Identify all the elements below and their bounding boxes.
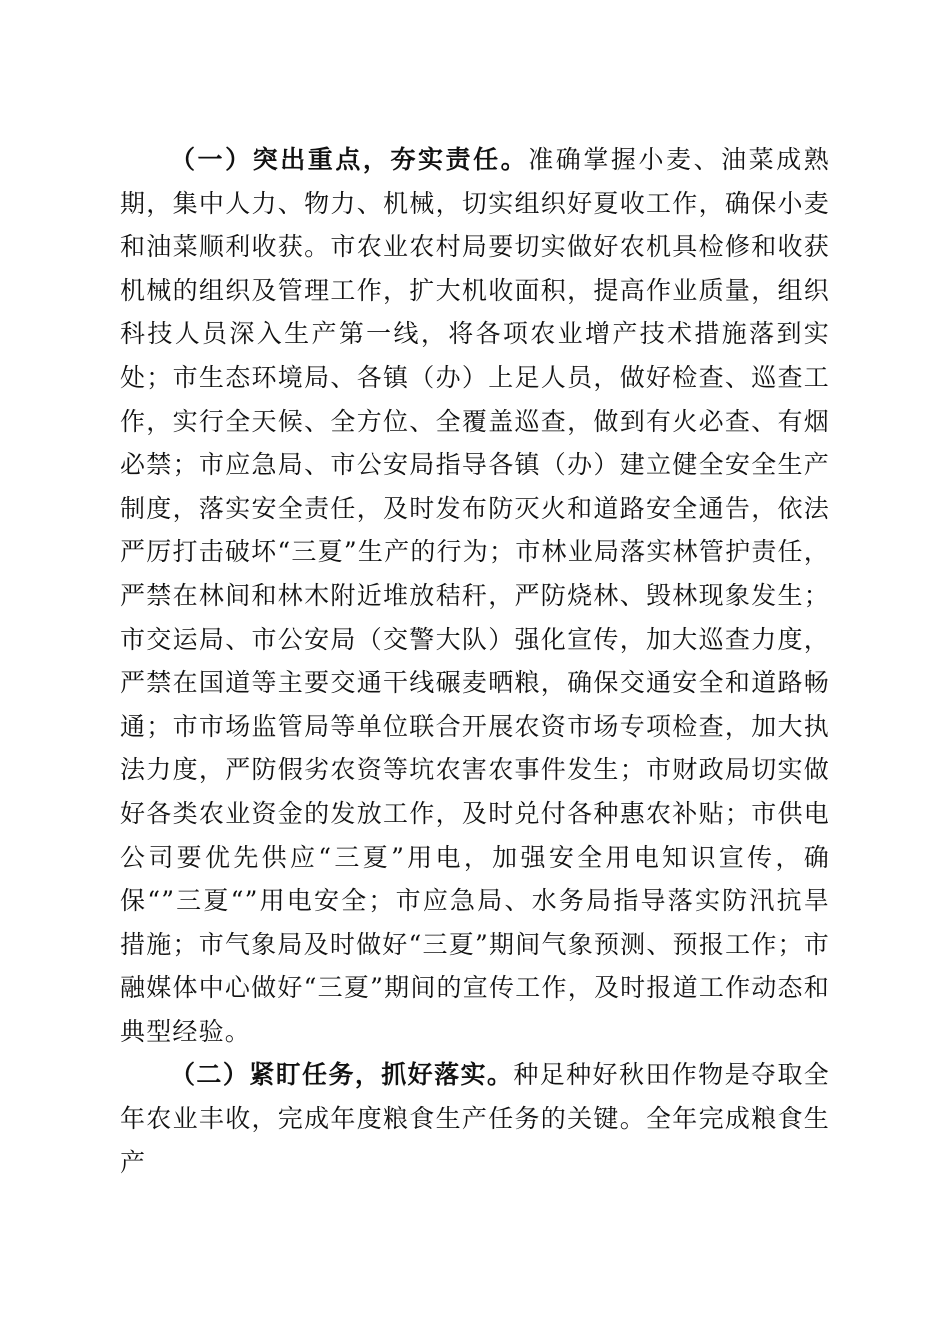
paragraph-1-text: 准确掌握小麦、油菜成熟期，集中人力、物力、机械，切实组织好夏收工作，确保小麦和油菜顺利收获。市农业农村局要切实做好农机具检修和收获机械的组织及管理工作，扩大机收面积，提高作业质量，组织科技人员深入生产第一线，将各项农业增产技术措施落到实处；市生态环境局、各镇（办）上足人员，做好检查、巡查工作，实行全天候、全方位、全覆盖巡查，做到有火必查、有烟必禁；市应急局、市公安局指导各镇（办）建立健全安全生产制度，落实安全责任，及时发布防灭火和道路安全通告，依法严厉打击破坏“三夏”生产的行为；市林业局落实林管护责任，严禁在林间和林木附近堆放秸秆，严防烧林、毁林现象发生；市交运局、市公安局（交警大队）强化宣传，加大巡查力度，严禁在国道等主要交通干线碾麦晒粮，确保交通安全和道路畅通；市市场监管局等单位联合开展农资市场专项检查，加大执法力度，严防假劣农资等坑农害农事件发生；市财政局切实做好各类农业资金的发放工作，及时兑付各种惠农补贴；市供电公司要优先供应“三夏”用电，加强安全用电知识宣传，确保“”三夏“”用电安全；市应急局、水务局指导落实防汛抗旱措施；市气象局及时做好“三夏”期间气象预测、预报工作；市融媒体中心做好“三夏”期间的宣传工作，及时报道工作动态和典型经验。: [120, 145, 830, 1046]
paragraph-1-heading: （一）突出重点，夯实责任。: [170, 145, 529, 174]
document-body: [120, 138, 830, 1184]
paragraph-1: [120, 138, 830, 1053]
paragraph-2-text: 种足种好秋田作物是夺取全年农业丰收，完成年度粮食生产任务的关键。全年完成粮食生产: [120, 1060, 830, 1177]
paragraph-2: [120, 1053, 830, 1184]
paragraph-2-heading: （二）紧盯任务，抓好落实。: [170, 1060, 514, 1090]
